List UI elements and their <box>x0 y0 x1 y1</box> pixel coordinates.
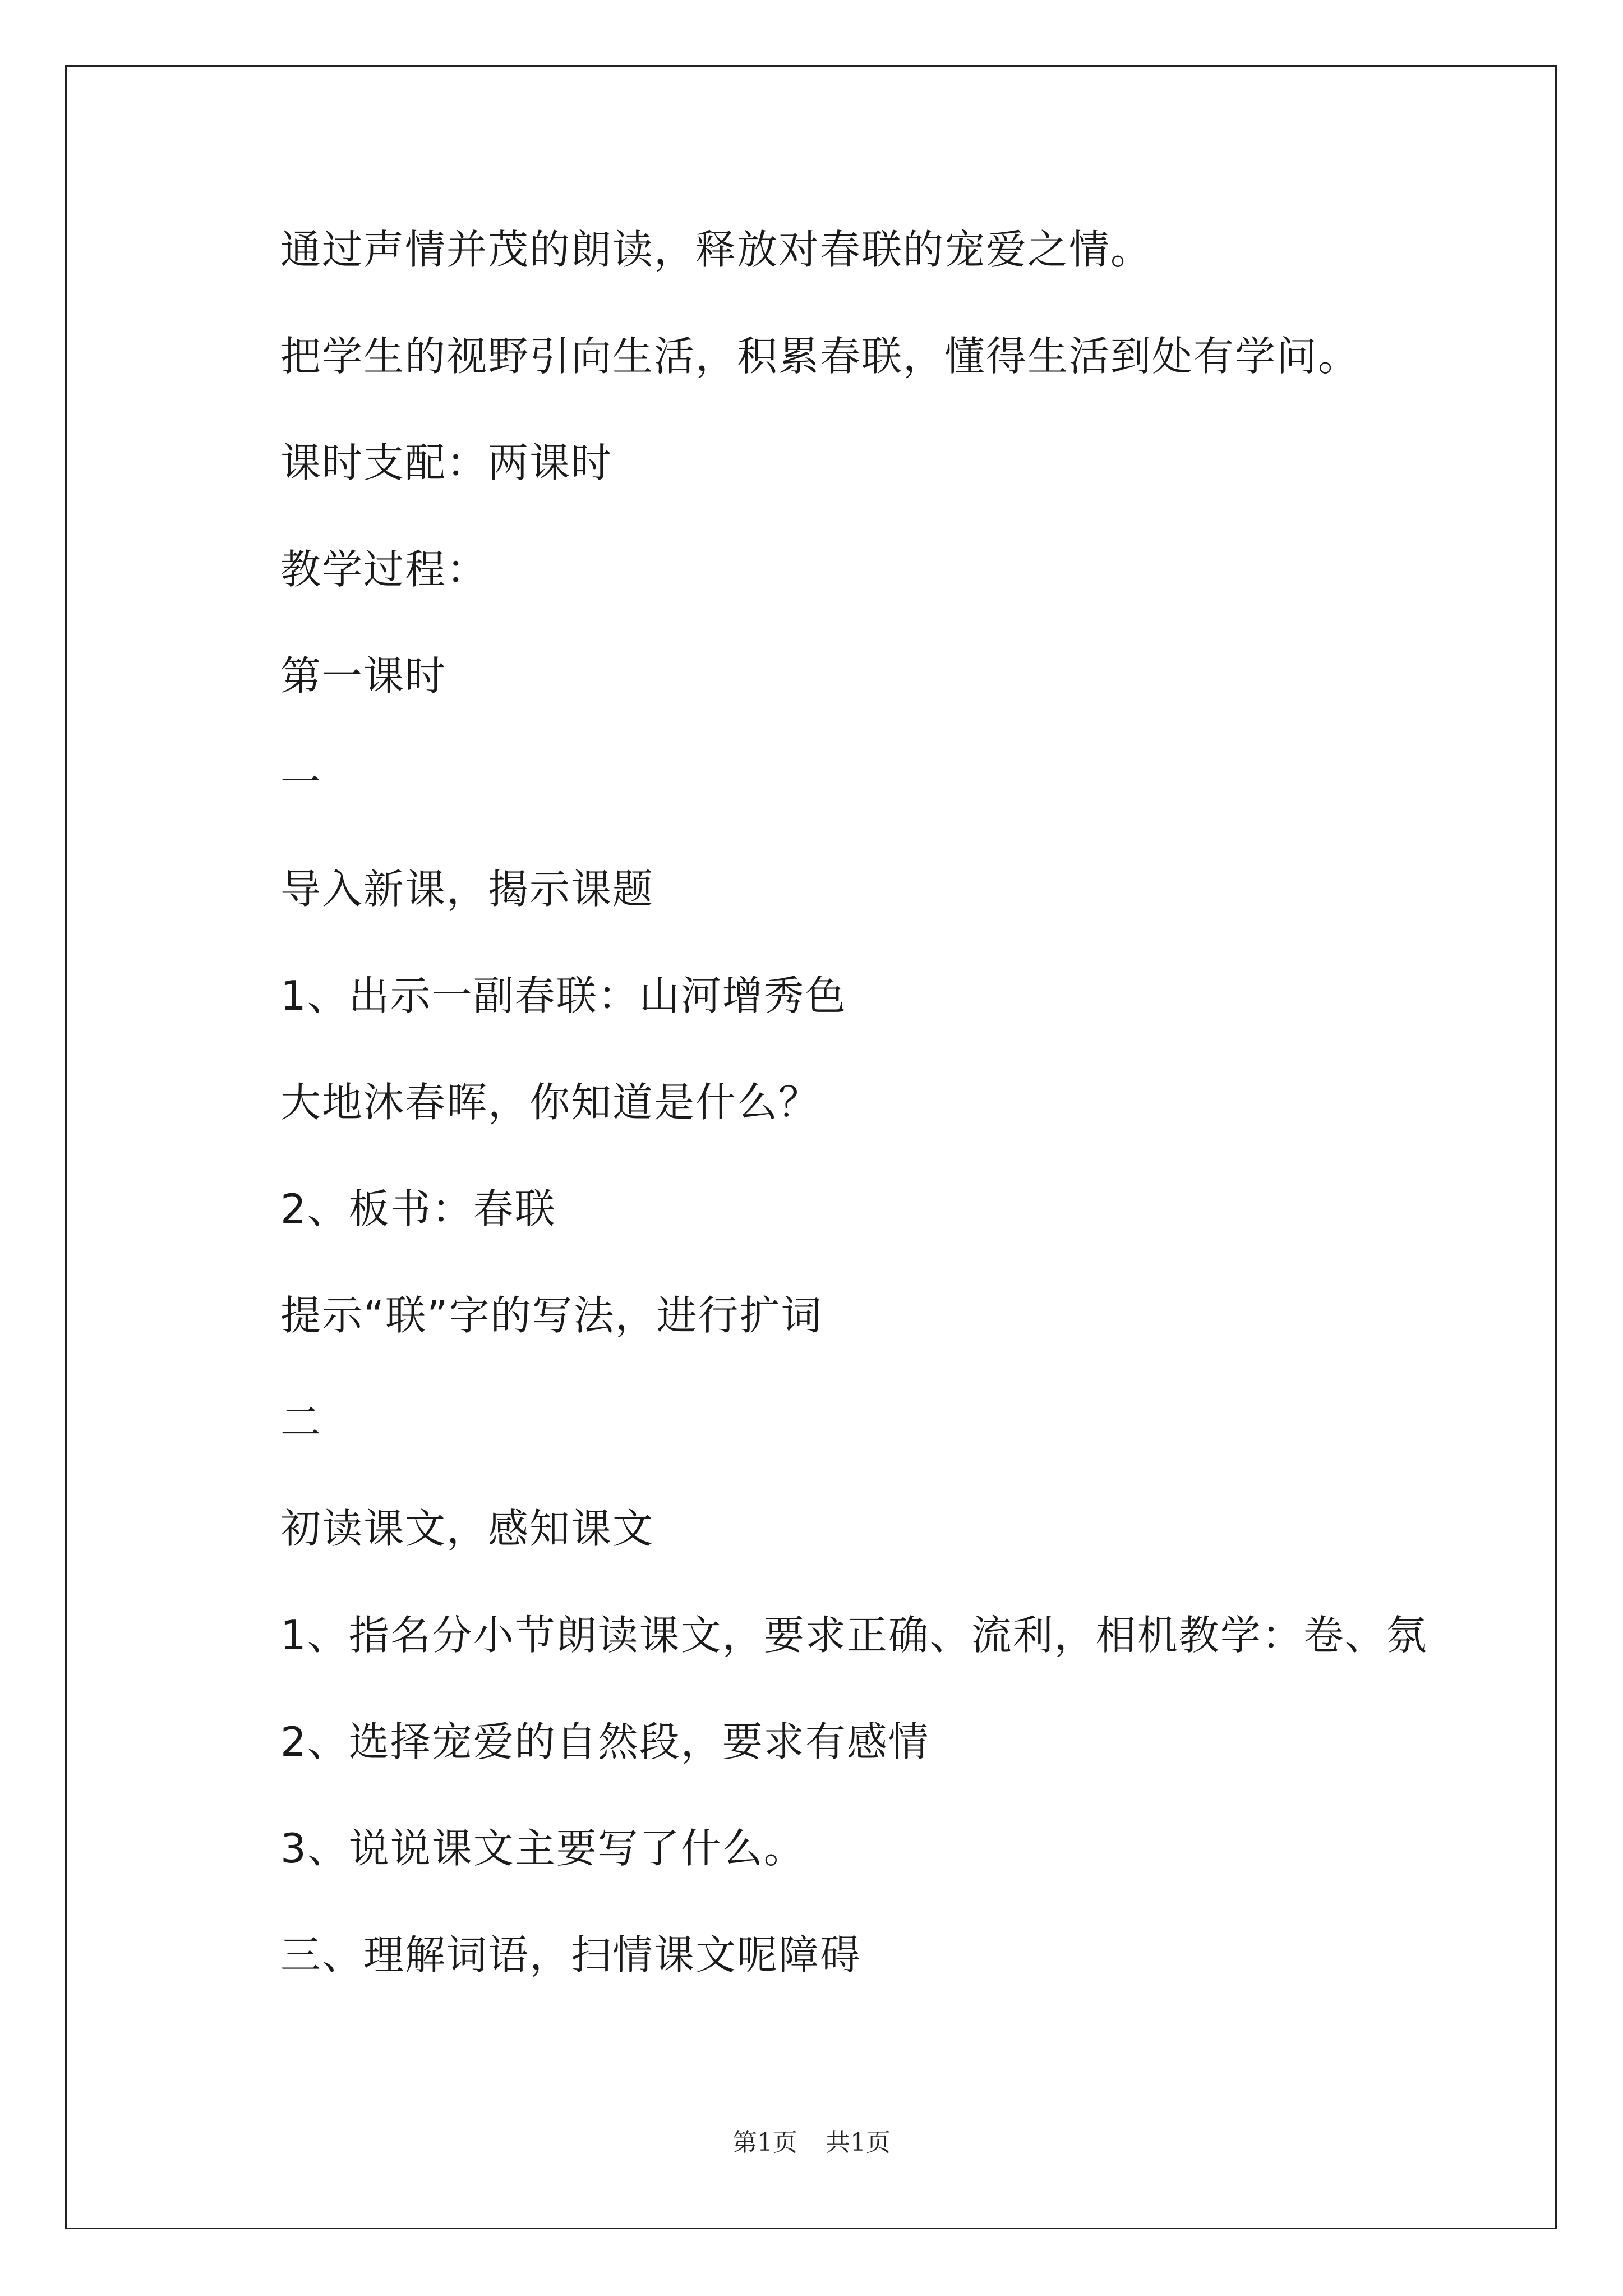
text-line-16: 3、说说课文主要写了什么。 <box>280 1825 805 1872</box>
page-footer <box>0 2126 1623 2160</box>
text-line-2: 把学生的视野引向生活，积累春联，懂得生活到处有学问。 <box>280 333 1360 380</box>
text-line-5: 第一课时 <box>280 652 447 700</box>
text-line-7: 导入新课，揭示课题 <box>280 866 654 913</box>
text-line-12: 二 <box>280 1398 322 1446</box>
page-number: 第1页 <box>732 2128 797 2157</box>
text-line-15: 2、选择宠爱的自然段，要求有感情 <box>280 1718 930 1765</box>
text-line-17: 三、理解词语，扫情课文呢障碍 <box>280 1931 862 1978</box>
text-line-9: 大地沐春晖，你知道是什么？ <box>280 1079 820 1126</box>
document-body <box>280 222 1486 2033</box>
text-line-8: 1、出示一副春联：山河增秀色 <box>280 972 847 1019</box>
text-line-6: 一 <box>280 759 322 806</box>
text-line-11: 提示“联”字的写法，进行扩词 <box>280 1292 823 1339</box>
text-line-10: 2、板书：春联 <box>280 1185 556 1232</box>
text-line-3: 课时支配：两课时 <box>280 439 613 486</box>
text-line-1: 通过声情并茂的朗读，释放对春联的宠爱之情。 <box>280 226 1152 273</box>
page-total: 共1页 <box>826 2128 891 2157</box>
text-line-4: 教学过程： <box>280 546 488 593</box>
text-line-14: 1、指名分小节朗读课文，要求正确、流利，相机教学：卷、氛 <box>280 1612 1428 1659</box>
text-line-13: 初读课文，感知课文 <box>280 1505 654 1552</box>
